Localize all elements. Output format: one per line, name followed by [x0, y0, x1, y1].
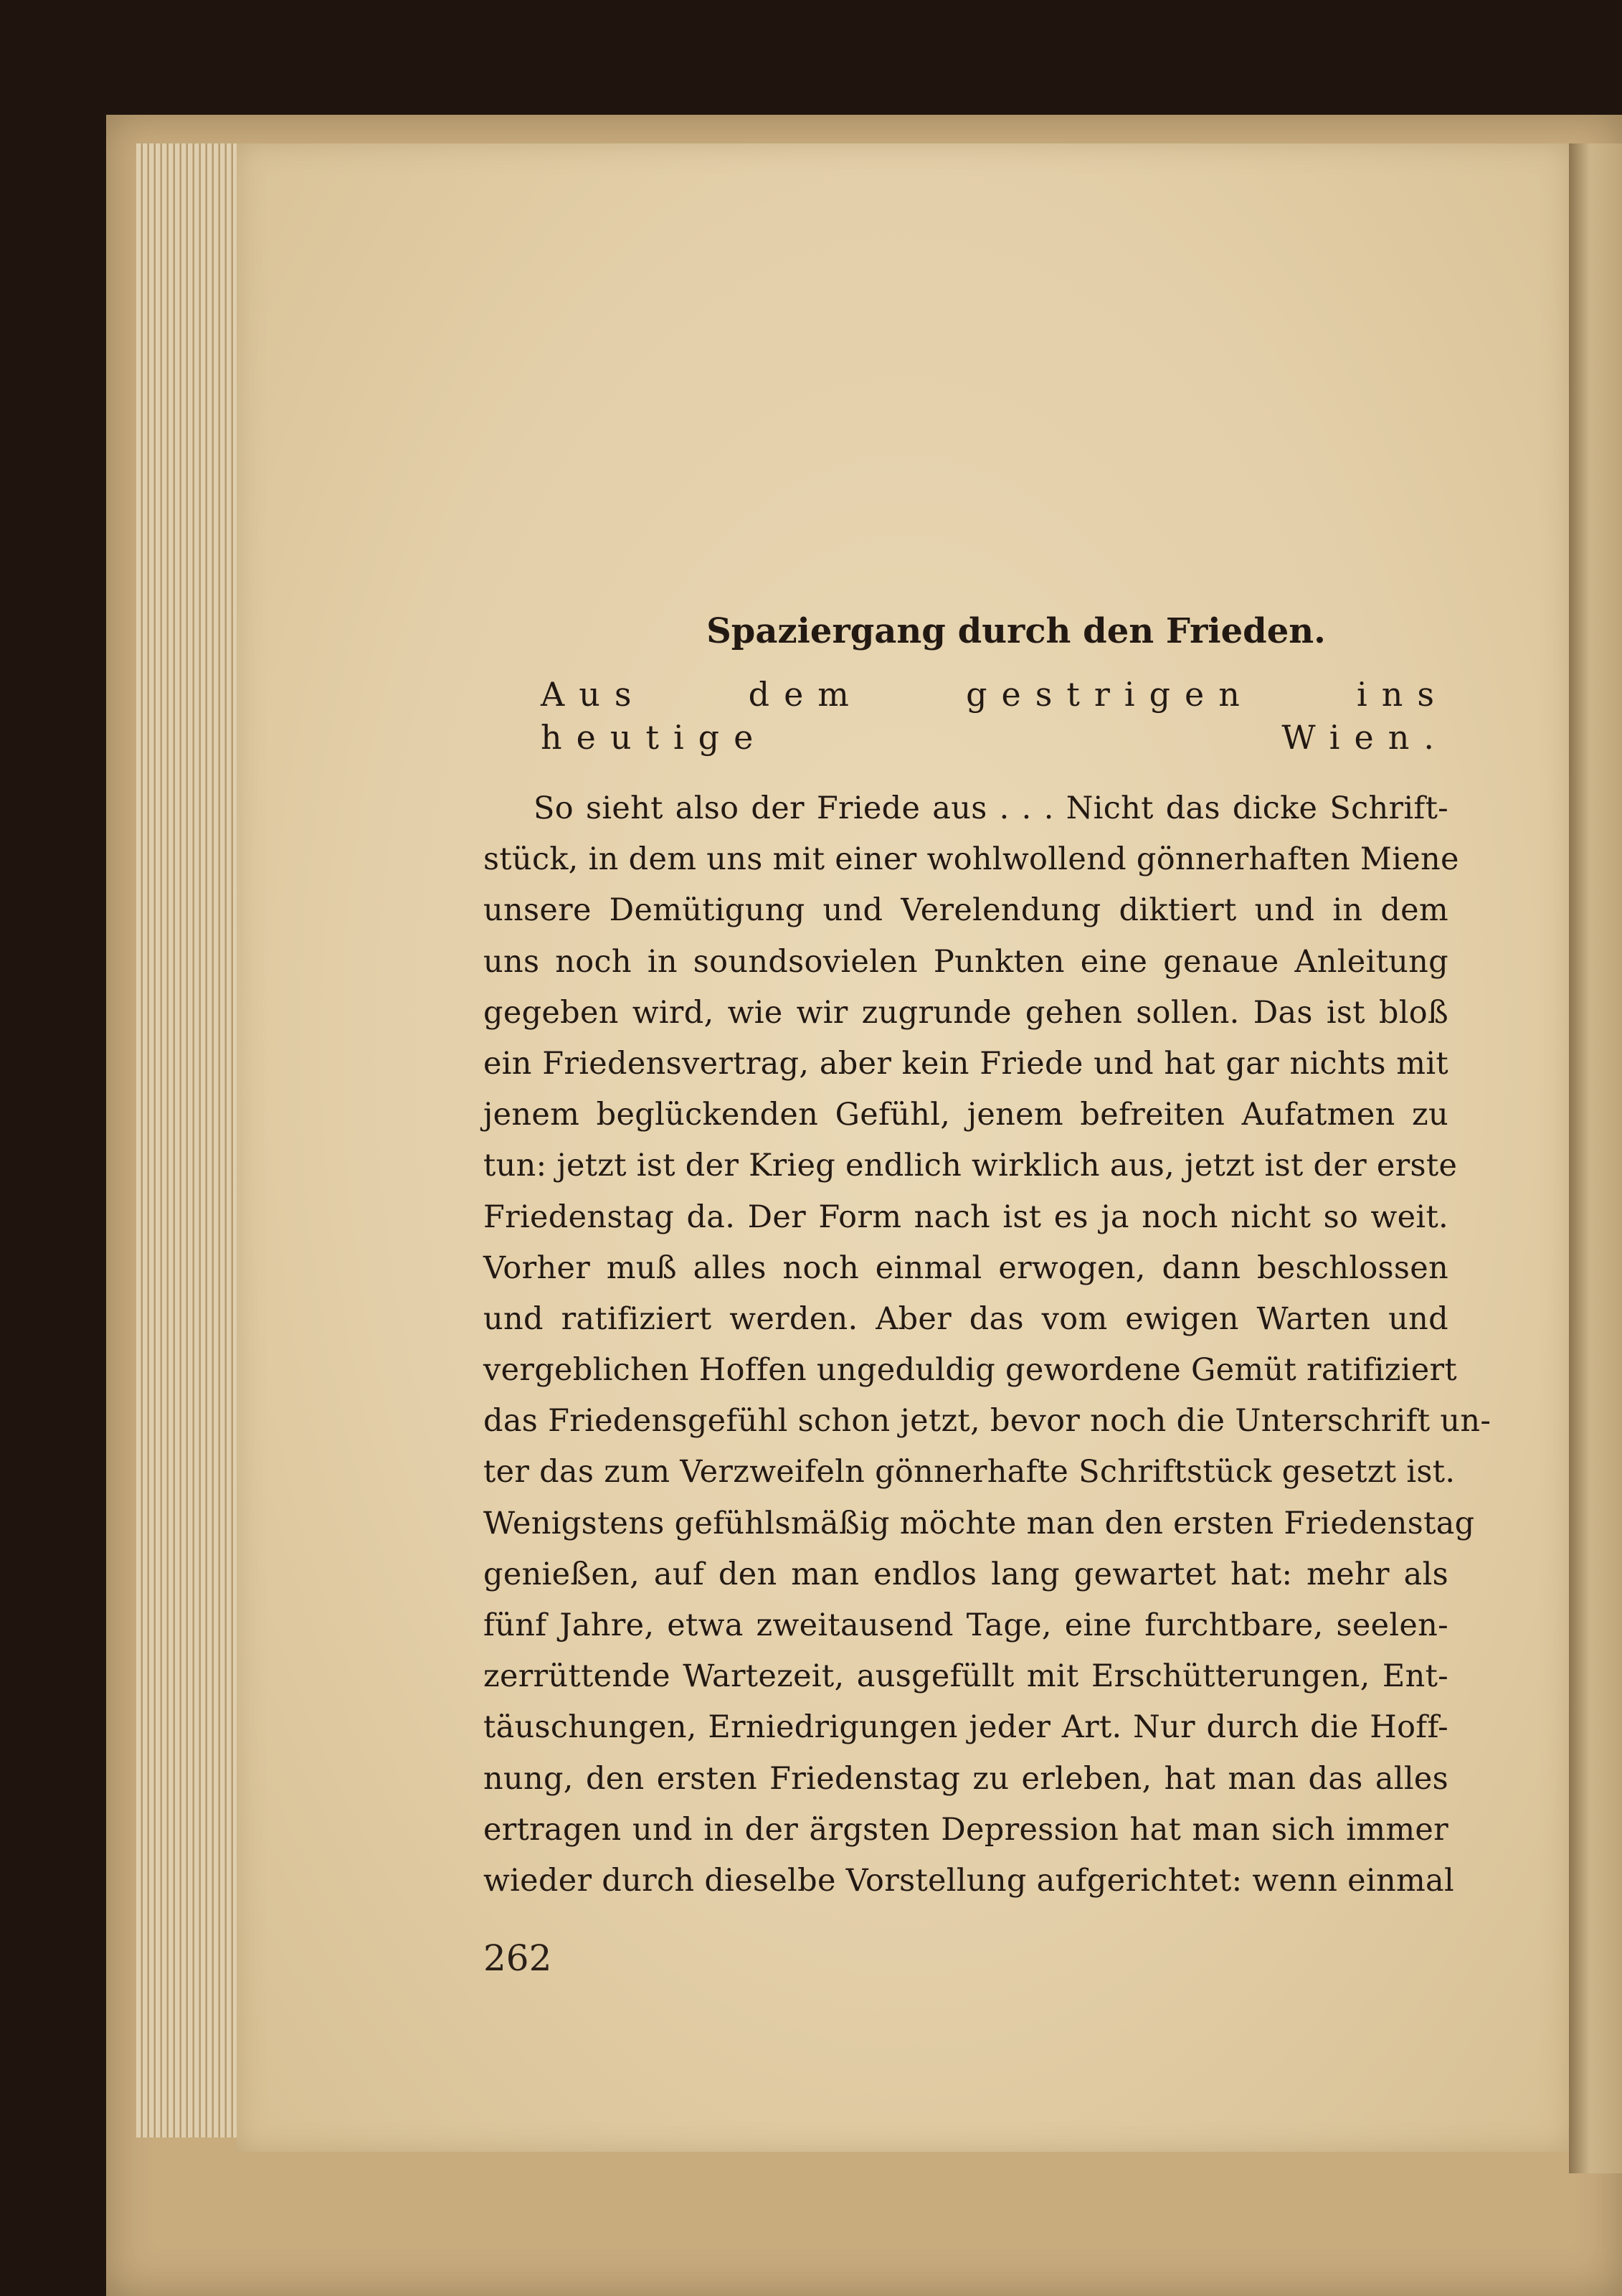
text-line: vergeblichen Hoffen ungeduldig gewordene Gemüt ratifiziert [483, 1352, 1457, 1389]
text-line: ertragen und in der ärgsten Depression hat man sich immer [483, 1811, 1448, 1848]
chapter-subheading: Aus dem gestrigen ins heutige Wien. [541, 675, 1448, 757]
text-line: ein Friedensvertrag, aber kein Friede und hat gar nichts mit [483, 1045, 1448, 1082]
facing-page-edge [1569, 143, 1622, 2173]
text-line: uns noch in soundsovielen Punkten eine genaue Anleitung [483, 943, 1448, 980]
text-line: tun: jetzt ist der Krieg endlich wirklich aus, jetzt ist der erste [483, 1148, 1458, 1184]
text-line: ter das zum Verzweifeln gönnerhafte Schriftstück gesetzt ist. [483, 1454, 1456, 1490]
text-line: Vorher muß alles noch einmal erwogen, dann beschlossen [483, 1249, 1448, 1286]
page-number: 262 [483, 1937, 552, 1979]
chapter-heading: Spaziergang durch den Frieden. [706, 611, 1326, 651]
text-line: und ratifiziert werden. Aber das vom ewigen Warten und [483, 1300, 1448, 1337]
text-line: das Friedensgefühl schon jetzt, bevor noch die Unterschrift un- [483, 1403, 1491, 1440]
text-line: wieder durch dieselbe Vorstellung aufgerichtet: wenn einmal [483, 1862, 1455, 1899]
page-content [483, 610, 1491, 1907]
text-line: jenem beglückenden Gefühl, jenem befreiten Aufatmen zu [483, 1097, 1448, 1133]
text-line: unsere Demütigung und Verelendung diktiert und in dem [483, 892, 1448, 929]
body-text [483, 783, 1491, 1907]
page-edges [136, 143, 246, 2137]
text-line: fünf Jahre, etwa zweitausend Tage, eine furchtbare, seelen- [483, 1607, 1448, 1643]
text-line: stück, in dem uns mit einer wohlwollend gönnerhaften Miene [483, 841, 1459, 878]
text-line: genießen, auf den man endlos lang gewartet hat: mehr als [483, 1556, 1448, 1592]
text-line: Friedenstag da. Der Form nach ist es ja noch nicht so weit. [483, 1199, 1448, 1235]
text-line: nung, den ersten Friedenstag zu erleben, hat man das alles [483, 1760, 1448, 1797]
text-line: zerrüttende Wartezeit, ausgefüllt mit Erschütterungen, Ent- [483, 1658, 1448, 1695]
text-line: gegeben wird, wie wir zugrunde gehen sollen. Das ist bloß [483, 994, 1448, 1031]
text-line: Wenigstens gefühlsmäßig möchte man den ersten Friedenstag [483, 1505, 1475, 1541]
text-line: täuschungen, Erniedrigungen jeder Art. Nur durch die Hoff- [483, 1709, 1448, 1746]
text-line: So sieht also der Friede aus . . . Nicht das dicke Schrift- [533, 790, 1448, 826]
